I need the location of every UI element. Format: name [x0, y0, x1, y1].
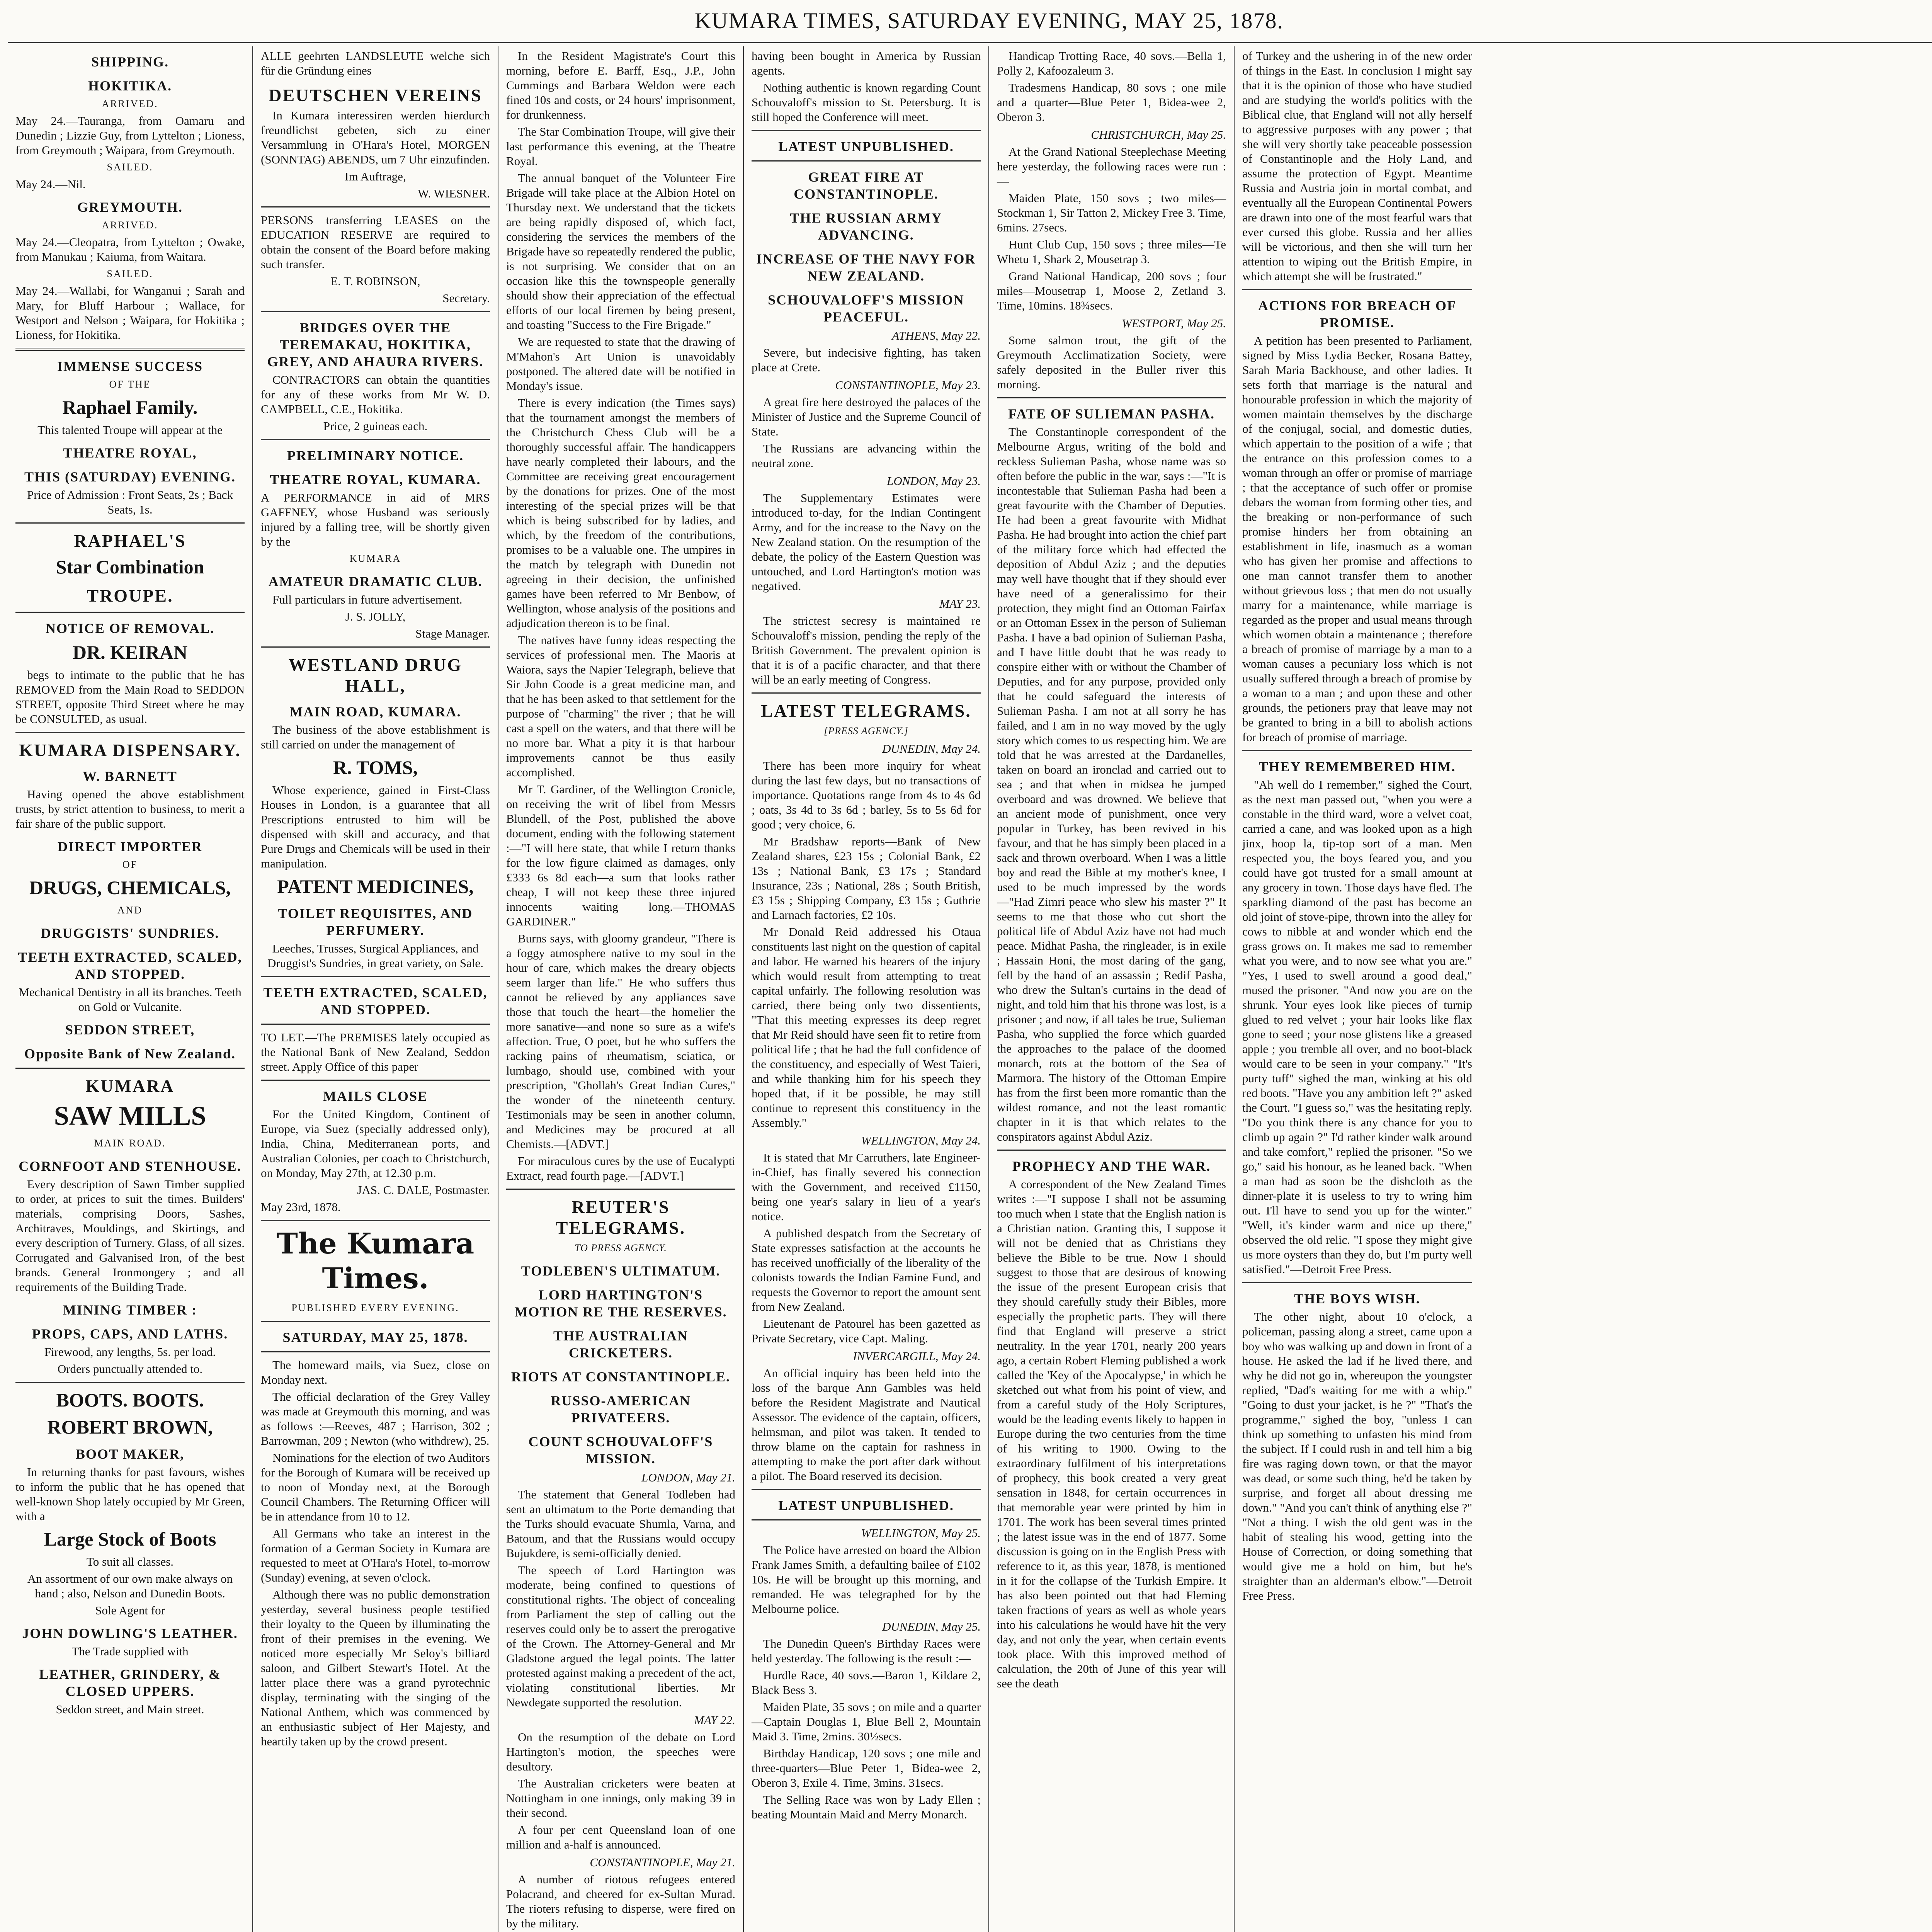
divider [506, 1189, 735, 1190]
wheat-report: There has been more inquiry for wheat during the last few days, but no transactions of importance. Quotations range from 4s to 4s 6d ; oats, 3s 4d to 3s 6d ; barley, 5s to 5s 6d for good ; very choice, 6. [752, 759, 981, 831]
hunt-club-cup: Hunt Club Cup, 150 sovs ; three miles—Te Whetu 1, Shark 2, Mousetrap 3. [997, 238, 1226, 266]
crete-fighting: Severe, but indecisive fighting, has taken place at Crete. [752, 346, 981, 374]
this-evening: THIS (SATURDAY) EVENING. [24, 469, 236, 485]
contractors: CONTRACTORS can obtain the quantities for any of these works from Mr W. D. CAMPBELL, C.E., Hokitika. [261, 373, 490, 416]
dateline: MAY 22. [694, 1713, 735, 1727]
hokitika-heading: HOKITIKA. [88, 78, 172, 94]
teeth-extracted: TEETH EXTRACTED, SCALED, AND STOPPED. [18, 949, 242, 982]
theatre-royal-kumara: THEATRE ROYAL, KUMARA. [270, 472, 481, 487]
column-2 [253, 46, 498, 1932]
press-agency: [PRESS AGENCY.] [824, 725, 908, 736]
nothing-authentic: Nothing authentic is known regarding Count Schouvaloff's mission to St. Petersburg. It is still hoped the Conference will meet. [752, 81, 981, 124]
keiran-text: begs to intimate to the public that he has REMOVED from the Main Road to SEDDON STREET, opposite Third Street where he may be CONSULTED, as usual. [15, 668, 245, 726]
column-6 [1235, 46, 1480, 1932]
hartington-speech: The speech of Lord Hartington was moderate, being confined to questions of constitutional rights. The object of concealing from Parliament the step of calling out the reserves could only be to assert the prerogative of the Crown. The Attorney-General and Mr Gladstone argued the legal points. The latter protested against making a precedent of the act, violating constitutional liberties. Mr Newdegate supported the resolution. [506, 1563, 735, 1709]
police-arrest: The Police have arrested on board the Albion Frank James Smith, a defaulting bailee of £102 10s. He will be brought up this morning, and remanded. He was telegraphed for by the Melbourne police. [752, 1543, 981, 1616]
remembered-text: "Ah well do I remember," sighed the Court, as the next man passed out, "when you were a constable in the third ward, wore a velvet coat, carried a cane, and was looked upon as a high jinx, hoop la, tip-top sort of a man. Men respected you, the boys feared you, and you could have got trusted for a small amount at any grocery in town. Those days have fled. The sparkling diamond of the past has become an old joint of stove-pipe, thrown into the alley for cows to nibble at and wonder which end the grass grows on. It makes me sad to remember what you were, and to now see what you are." "Yes, I used to swell around a good deal," mused the prisoner. "And now you are on the shrunk. Your eyes look like pieces of turnip glued to red velvet ; your hair looks like flax gone to seed ; your nose glistens like a greased apple ; you tremble all over, and no boot-black would care to be seen in your company." "It's purty tuff" sighed the man, winking at his old red boots. "Have you any ambition left ?" asked the Court. "I guess so," was the hesitating reply. "Do you think there is any chance for you to climb up again ?" I'd rather kinder walk around and take comfort," replied the prisoner. "So we go," said his honour, as he leaned back. "When a man had as soon be the dishcloth as the dinner-plate it is useless to try to wring him out. I'll have to send you up for the winter." "Well, it's kinder warm and nice up there," observed the old relic. "I spose they might give us more oysters than they do, but I'm purty well satisfied."—Detroit Free Press. [1242, 778, 1472, 1276]
divider [1242, 289, 1472, 290]
russian-army: THE RUSSIAN ARMY ADVANCING. [790, 210, 942, 243]
patent-medicines: PATENT MEDICINES, [277, 876, 474, 897]
germans: All Germans who take an interest in the formation of a German Society in Kumara are requested to meet at O'Hara's Hotel, to-morrow (Sunday) evening, at seven o'clock. [261, 1527, 490, 1584]
privateers-continued: having been bought in America by Russian agents. [752, 49, 981, 77]
divider [261, 439, 490, 440]
leeches: Leeches, Trusses, Surgical Appliances, and Druggist's Sundries, in great variety, on Sale. [267, 942, 483, 970]
dateline: CONSTANTINOPLE, May 23. [835, 378, 981, 392]
prophecy-text: A correspondent of the New Zealand Times writes :—"I suppose I shall not be assuming too much when I state that the English nation is a Christian nation. Granting this, I suppose it will not be denied that as Christians they believe the Bible to be true. Now I should suggest to those that are desirous of knowing the issue of the present European crisis that they should carefully study their Bibles, more especially the prophetic parts. They will there find that England will preserve a strict neutrality. In the year 1701, nearly 200 years ago, a certain Robert Fleming published a work called the 'Key of the Apocalypse,' in which he sketched out what from his point of view, and from a careful study of the Holy Scriptures, would be the leading events likely to happen in Europe during the two centuries from the time of his writing to 1900. Owing to the extraordinary fulfilment of his interpretations of prophecy, this book created a very great sensation in 1848, for certain occurrences in that memorable year were printed by him in 1701. The work has been several times printed ; the latest issue was in the end of 1877. Some discussion is going on in the English Press with reference to it, as this year, 1878, is mentioned in it for the collapse of the Turkish Empire. It has also been pointed out that had Fleming taken fractions of years as well as whole years into his calculations he would have hit the very day, and not only the year, when certain events took place. With this improved method of calculation, the 20th of June of this year will see the death [997, 1177, 1226, 1690]
firewood: Firewood, any lengths, 5s. per load. [44, 1345, 216, 1359]
verein-intro: ALLE geehrten LANDSLEUTE welche sich für die Gründung eines [261, 49, 490, 77]
main-road: MAIN ROAD. [94, 1138, 166, 1149]
boys-text: The other night, about 10 o'clock, a policeman, passing along a street, came upon a boy who was walking up and down in front of a house. He asked the lad if he lived there, and why he did not go in, whereupon the youngster replied, "Dad's waiting for me with a whip." "Going to dust your jacket, is he ?" "That's the programme," sighed the boy, "unless I can think up something to unfasten his mind from the subject. If I could rush in and tell him a big fire was raging down town, or that the mayor was dead, or some such thing, he'd be taken by surprise, and forget all about dressing me down." "And you can't think of anything else ?" "Not a thing. I wish the old gent was in the habit of stealing his wood, getting into the House of Correction, or doing something that would give me a hold on him, but he's straighter than an alderman's elbow."—Detroit Free Press. [1242, 1310, 1472, 1602]
divider [261, 976, 490, 977]
hokitika-arrivals: May 24.—Tauranga, from Oamaru and Dunedin ; Lizzie Guy, from Lyttelton ; Lioness, from Greymouth ; Waipara, from Greymouth. [15, 114, 245, 157]
column-3 [498, 46, 744, 1932]
greymouth-heading: GREYMOUTH. [77, 199, 183, 215]
star-troupe: The Star Combination Troupe, will give their last performance this evening, at the Theatre Royal. [506, 125, 735, 168]
r-toms: R. TOMS, [333, 757, 418, 778]
published-every-evening: PUBLISHED EVERY EVENING. [291, 1302, 459, 1313]
w-barnett: W. BARNETT [83, 769, 177, 784]
toms-text: Whose experience, gained in First-Class Houses in London, is a guarantee that all Prescriptions entrusted to him will be dispensed with skill and accuracy, and that Pure Drugs and Chemicals will be used in their manipulation. [261, 783, 490, 870]
divider [261, 311, 490, 312]
steeplechase-meeting: At the Grand National Steeplechase Meeting here yesterday, the following races were run :— [997, 145, 1226, 188]
prophecy-continued: of Turkey and the ushering in of the new order of things in the East. In conclusion I might say that it is the opinion of those who have studied and are studying the world's politics with the Biblical clue, that England will not ally herself to aggressive purposes with any power ; that she will very shortly take peaceable possession of Constantinople and the Holy Land, and assume the protection of Egypt. Meantime Russia and Austria join in mortal combat, and eventually all the European Continental Powers are drawn into one of the most fearful wars that ever cursed this globe. Russia and her allies will be victorious, and then she will turn her attention to wiping out the British Empire, in which attempt she will be frustrated." [1242, 49, 1472, 283]
dateline: WELLINGTON, May 24. [861, 1134, 981, 1147]
of-label: OF [122, 859, 138, 870]
carruthers: It is stated that Mr Carruthers, late Engineer-in-Chief, has finally severed his connection with the Government, and received £1150, being one year's salary in lieu of a year's notice. [752, 1151, 981, 1223]
chess-club: There is every indication (the Times says) that the tournament amongst the members of the Christchurch Chess Club will be a thoroughly successful affair. The handicappers have nearly completed their labours, and the Committee are receiving great encouragement by the donations for prizes. One of the most interesting of the special prizes will be that which is being subscribed for by ladies, and which, by the freedom of the contributions, promises to be a valuable one. The umpires in the match by telegraph with Dunedin not agreeing in their decision, the unfinished games have been referred to Mr Benbow, of Wellington, whose analysis of the positions and adjudication thereon is to be final. [506, 396, 735, 630]
masthead-rule [8, 42, 1932, 43]
divider [997, 1150, 1226, 1151]
drugs-chemicals: DRUGS, CHEMICALS, [29, 877, 231, 898]
dateline: WELLINGTON, May 25. [861, 1526, 981, 1540]
cornfoot-text: Every description of Sawn Timber supplied to order, at prices to suit the times. Builders' materials, comprising Doors, Sashes, Architraves, Mouldings, and Skirtings, and every description of Turnery. Glass, of all sizes. Corrugated and Galvanised Iron, of the best brands. General Ironmongery ; and all requirements of the Building Trade. [15, 1177, 245, 1294]
props-caps-laths: PROPS, CAPS, AND LATHS. [32, 1326, 228, 1342]
fire-brigade-banquet: The annual banquet of the Volunteer Fire Brigade will take place at the Albion Hotel on Thursday next. We understand that the tickets are being rapidly disposed of, which fact, considering the services the members of the Brigade have so repeatedly rendered the public, is not surprising. We consider that on an occasion like this the townspeople generally should show their appreciation of the effectual efforts of our local firemen by being present, and toasting "Success to the Fire Brigade." [506, 171, 735, 332]
riotous-refugees: A number of riotous refugees entered Polacrand, and cheered for ex-Sultan Murad. The rioters refusing to disperse, were fired on by the military. [506, 1872, 735, 1930]
sole-agent: Sole Agent for [95, 1604, 165, 1617]
navy-increase: INCREASE OF THE NAVY FOR NEW ZEALAND. [756, 251, 976, 284]
issue-date: SATURDAY, MAY 25, 1878. [282, 1330, 468, 1345]
schouvaloff-mission: COUNT SCHOUVALOFF'S MISSION. [528, 1434, 713, 1466]
verein-text: In Kumara interessiren werden hierdurch freundlichst gebeten, sich zu einer Versammlung in O'Hara's Hotel, MORGEN (SONNTAG) ABENDS, um 7 Uhr einzufinden. [261, 109, 490, 166]
cricketers-beaten: The Australian cricketers were beaten at Nottingham in one innings, only making 39 in their second. [506, 1777, 735, 1820]
full-particulars: Full particulars in future advertisement. [272, 593, 463, 606]
large-stock: Large Stock of Boots [44, 1528, 216, 1550]
raphaels: RAPHAEL'S [74, 531, 186, 551]
direct-importer: DIRECT IMPORTER [57, 839, 203, 854]
despatch: A published despatch from the Secretary of State expresses satisfaction at the accounts he has received unofficially of the liberality of the colonists towards the Indian Famine Fund, and requests the Governor to report the amount sent from New Zealand. [752, 1226, 981, 1313]
dateline: WESTPORT, May 25. [1122, 316, 1226, 330]
dale-postmaster: JAS. C. DALE, Postmaster. [357, 1183, 490, 1197]
nominations: Nominations for the election of two Auditors for the Borough of Kumara will be received up to noon of Monday next, at the Borough Council Chambers. The Returning Officer will be in attendance from 10 to 12. [261, 1451, 490, 1523]
selling-race: The Selling Race was won by Lady Ellen ; beating Mountain Maid and Merry Monarch. [752, 1793, 981, 1821]
australian-cricketers: THE AUSTRALIAN CRICKETERS. [553, 1328, 689, 1361]
admission-price: Price of Admission : Front Seats, 2s ; Back Seats, 1s. [27, 488, 233, 516]
leather-grindery: LEATHER, GRINDERY, & CLOSED UPPERS. [39, 1667, 221, 1699]
divider [261, 1024, 490, 1025]
dateline: LONDON, May 23. [887, 474, 981, 488]
immense-success: IMMENSE SUCCESS [57, 359, 203, 374]
jolly: J. S. JOLLY, [345, 610, 406, 623]
divider [261, 206, 490, 207]
art-union: We are requested to state that the drawing of M'Mahon's Art Union is unavoidably postponed. The altered date will be notified in Monday's issue. [506, 335, 735, 393]
press-agency: TO PRESS AGENCY. [575, 1242, 667, 1253]
riots: RIOTS AT CONSTANTINOPLE. [511, 1369, 731, 1384]
divider [261, 1220, 490, 1221]
supplementary-estimates: The Supplementary Estimates were introduced to-day, for the Indian Contingent Army, and for the increase to the Navy on the New Zealand station. On the resumption of the debate, the policy of the Eastern Question was untouched, and Lord Hartington's motion was negatived. [752, 491, 981, 593]
mining-timber: MINING TIMBER : [63, 1302, 197, 1318]
mechanical-dentistry: Mechanical Dentistry in all its branches. Teeth on Gold or Vulcanite. [19, 985, 242, 1014]
hokitika-sailings: May 24.—Nil. [15, 177, 86, 191]
boys-wish: THE BOYS WISH. [1294, 1291, 1420, 1306]
todleben: TODLEBEN'S ULTIMATUM. [521, 1263, 721, 1279]
rm-court: In the Resident Magistrate's Court this morning, before E. Barff, Esq., J.P., John Cummings and Barbara Weldon were each fined 10s and costs, or 24 hours' imprisonment, for drunkenness. [506, 49, 735, 121]
seddon-street: SEDDON STREET, [65, 1022, 195, 1037]
assortment: An assortment of our own make always on hand ; also, Nelson and Dunedin Boots. [27, 1572, 233, 1600]
dateline: ATHENS, May 22. [892, 329, 981, 342]
secretary: Secretary. [442, 291, 490, 305]
divider [261, 1321, 490, 1322]
amateur-dramatic: AMATEUR DRAMATIC CLUB. [268, 574, 483, 589]
may-23rd: May 23rd, 1878. [261, 1200, 341, 1214]
trotting-race: Handicap Trotting Race, 40 sovs.—Bella 1, Polly 2, Kafoozaleum 3. [997, 49, 1226, 77]
divider [15, 348, 245, 351]
persons-notice: PERSONS transferring LEASES on the EDUCATION RESERVE are required to obtain the consent of the Board before making such transfer. [261, 213, 490, 271]
raphael-text: This talented Troupe will appear at the [37, 423, 223, 437]
kumara: KUMARA [85, 1076, 175, 1096]
westland-drug-hall: WESTLAND DRUG HALL, [288, 655, 463, 696]
official-declaration: The official declaration of the Grey Valley was made at Greymouth this morning, and was as follows :—Reeves, 487 ; Harrison, 302 ; Barrowman, 209 ; Newton (who withdrew), 25. [261, 1390, 490, 1447]
column-4 [744, 46, 989, 1932]
price: Price, 2 guineas each. [323, 419, 428, 433]
great-fire: GREAT FIRE AT CONSTANTINOPLE. [794, 169, 939, 202]
dateline: MAY 23. [939, 597, 981, 611]
prophecy-war: PROPHECY AND THE WAR. [1012, 1158, 1211, 1174]
tradesmens-handicap: Tradesmens Handicap, 80 sovs ; one mile and a quarter—Blue Peter 1, Bidea-wee 2, Oberon 3. [997, 81, 1226, 124]
fate-of-sulieman: FATE OF SULIEMAN PASHA. [1008, 406, 1215, 422]
greymouth-arrivals: May 24.—Cleopatra, from Lyttelton ; Owake, from Manukau ; Kaiuma, from Waitara. [15, 235, 245, 264]
columns [8, 46, 1932, 1932]
dateline: CONSTANTINOPLE, May 21. [590, 1855, 735, 1869]
secresy: The strictest secresy is maintained re Schouvaloff's mission, pending the reply of the British Government. The prevalent opinion is that it is of a pacific character, and that there will be an early meeting of Congress. [752, 614, 981, 686]
and-label: AND [117, 905, 143, 916]
fate-text: The Constantinople correspondent of the Melbourne Argus, writing of the bold and reckless Sulieman Pasha, whose name was so often before the public in the war, says :—"It is incontestable that Sulieman Pasha had been a great favourite with the Chamber of Deputies. He had been a great favourite with Midhat Pasha. He had brought into action the chief part of the military force which had effected the deposition of Abdul Aziz ; and the deputies may well have thought that if they should ever have need of a generalissimo for their protection, they might find an Ottoman Fairfax or an Ottoman Essex in the person of Sulieman Pasha. I have a bad opinion of Sulieman Pasha, and I have little doubt that he was ready to conspire either with or without the Chamber of Deputies, and for any purpose, provided only that he could safeguard the interests of Sulieman Pasha. I am not at all sorry he has failed, and I am in no way moved by the ugly story which comes to us respecting him. We are told that he was arrested at the Dardanelles, taken on board an ironclad and carried out to sea ; and that when in midsea he jumped overboard and was drowned. We believe that an ancient mode of punishment, once very popular in Turkey, has been revived in his favour, and that he has simply been placed in a sack and thrown overboard. When I was a little boy and read the Bible at my mother's knee, I used to be much impressed by the words—"Had Zimri peace who slew his master ?" It seems to me that those who cut short the political life of Abdul Aziz have not had much peace. Midhat Pasha, the ringleader, is in exile ; Hassain Honi, the most daring of the gang, fell by the hand of an assassin ; Redif Pasha, who drew the Sultan's curtains in the dead of night, and told him that his throne was lost, is a prisoner ; and now, if all tales be true, Sulieman Pasha, who supplied the force which guarded the approaches to the palace of the doomed monarch, rots at the bottom of the Sea of Marmora. The history of the Ottoman Empire has from the first been more romantic than the wildest romance, and not the least romantic chapter in it is that which relates to the conspirators against Abdul Aziz. [997, 425, 1226, 1143]
official-inquiry: An official inquiry has been held into the loss of the barque Ann Gambles was held before the Resident Magistrate and Nautical Assessor. The evidence of the captain, officers, helmsman, and pilot was taken. It tended to throw blame on the captain for rashness in attempting to make the port after dark without a pilot. The Board reserved its decision. [752, 1366, 981, 1483]
eucalypti: For miraculous cures by the use of Eucalypti Extract, read fourth page.—[ADVT.] [506, 1154, 735, 1182]
kumara-label: KUMARA [349, 553, 401, 564]
divider [15, 612, 245, 613]
maiden-plate: Maiden Plate, 35 sovs ; on mile and a quarter—Captain Douglas 1, Blue Bell 2, Mountain Maid 3. Time, 2mins. 30½secs. [752, 1700, 981, 1743]
westland-text: The business of the above establishment is still carried on under the management of [261, 723, 490, 751]
divider [261, 646, 490, 648]
maiden-plate-cc: Maiden Plate, 150 sovs ; two miles—Stockman 1, Sir Tatton 2, Mickey Free 3. Time, 6mins. 27secs. [997, 191, 1226, 234]
divider [15, 732, 245, 733]
natives: The natives have funny ideas respecting the services of professional men. The Maoris at Waiora, says the Napier Telegraph, believe that Sir John Coode is a great medicine man, and that he has been asked to that settlement for the purpose of "charming" the river ; that he will cast a spell on the waters, and that there will be no more bar. What a pity it is that harbour improvements cannot be thus easily accomplished. [506, 633, 735, 779]
stage-manager: Stage Manager. [415, 627, 490, 640]
gardiner: Mr T. Gardiner, of the Wellington Cronicle, on receiving the writ of libel from Messrs Blundell, of the Post, published the above document, ending with the following statement :—"I will here state, that while I return thanks for the low figure claimed as damages, only £333 6s 8d each—a sum that looks rather cheap, I will not keep these three injured innocents waiting long.—THOMAS GARDINER." [506, 782, 735, 928]
breach-text: A petition has been presented to Parliament, signed by Miss Lydia Becker, Rosana Battey, Sarah Maria Backhouse, and other ladies. It sets forth that marriage is the natural and honourable profession in which the majority of women maintain themselves by the discharge of the conjugal, social, and domestic duties, which appertain to the position of a wife ; that the entrance on this profession comes to a woman through an offer or promise of marriage ; that the acceptance of such offer or promise debars the woman from forming other ties, and the breaking or non-performance of such promise hinders her from obtaining an establishment in life, inasmuch as a woman who has given her promise and affections to one man cannot transfer them to another without grievous loss ; that men do not usually marry for a maintenance, while marriage is regarded as the proper and usual means through which women obtain a maintenance ; therefore a breach of promise of marriage by a man to a woman causes a pecuniary loss which is not usually suffered through a breach of promise by a woman to a man ; and upon these and other grounds, the petioners pray that leave may not be granted to bring in a bill to abolish actions for breach of promise of marriage. [1242, 334, 1472, 744]
suit-classes: To suit all classes. [86, 1555, 174, 1568]
divider [752, 692, 981, 694]
performance: A PERFORMANCE in aid of MRS GAFFNEY, whose Husband was seriously injured by a falling tree, will be shortly given by the [261, 491, 490, 548]
shipping-heading: SHIPPING. [91, 54, 169, 70]
wiesner: W. WIESNER. [418, 187, 490, 200]
sailed-label: SAILED. [107, 162, 153, 173]
dateline: LONDON, May 21. [641, 1471, 735, 1484]
privateers: RUSSO-AMERICAN PRIVATEERS. [551, 1393, 691, 1425]
patourel: Lieutenant de Patourel has been gazetted as Private Secretary, vice Capt. Maling. [752, 1317, 981, 1345]
burns: Burns says, with gloomy grandeur, "There is a foggy atmosphere native to my soul in the hour of care, which makes the dreary objects seem larger than life." He who suffers thus cannot be relieved by any appliances save those that touch the heart—the homelier the more sanative—and none so sure as a wife's affection. True, O poet, but he who suffers the racking pains of rheumatism, sciatica, or lumbago, should use, combined with your prescription, "Ghollah's Great Indian Cures," the wonder of the nineteenth century. Testimonials may be seen in another column, and Medicines may be procured at all Chemists.—[ADVT.] [506, 932, 735, 1151]
westland-road: MAIN ROAD, KUMARA. [289, 704, 461, 719]
debate-resumption: On the resumption of the debate on Lord Hartington's motion, the speeches were desultory. [506, 1730, 735, 1773]
star-combination: Star Combination [56, 556, 204, 578]
dateline: INVERCARGILL, May 24. [853, 1349, 981, 1363]
sailed-label: SAILED. [107, 268, 153, 279]
homeward-mails: The homeward mails, via Suez, close on Monday next. [261, 1358, 490, 1386]
boots-boots: BOOTS. BOOTS. [56, 1389, 204, 1411]
dateline: CHRISTCHURCH, May 25. [1091, 128, 1226, 141]
divider [15, 1382, 245, 1383]
troupe: TROUPE. [87, 586, 173, 605]
toilet-requisites: TOILET REQUISITES, AND PERFUMERY. [278, 906, 473, 938]
deutschen-vereins: DEUTSCHEN VEREINS [269, 85, 482, 105]
latest-unpublished: LATEST UNPUBLISHED. [778, 139, 954, 154]
to-let: TO LET.—The PREMISES lately occupied as the National Bank of New Zealand, Seddon street. Apply Office of this paper [261, 1031, 490, 1073]
divider [752, 160, 981, 162]
saw-mills: SAW MILLS [54, 1101, 206, 1131]
masthead: KUMARA TIMES, SATURDAY EVENING, MAY 25, 1878. [694, 8, 1284, 33]
remembered-him: THEY REMEMBERED HIM. [1259, 759, 1456, 774]
bradshaw-report: Mr Bradshaw reports—Bank of New Zealand shares, £23 15s ; Colonial Bank, £2 13s ; National Bank, £3 17s ; Standard Insurance, 23s ; National, 28s ; South British, £3 15s ; Shipping Company, £3 15s ; Guthrie and Larnach factories, £2 10s. [752, 835, 981, 922]
breach-of-promise: ACTIONS FOR BREACH OF PROMISE. [1258, 298, 1457, 330]
of-the: OF THE [109, 379, 151, 390]
kumara-dispensary: KUMARA DISPENSARY. [19, 740, 241, 760]
mission-peaceful: SCHOUVALOFF'S MISSION PEACEFUL. [768, 292, 964, 325]
grand-national: Grand National Handicap, 200 sovs ; four miles—Mousetrap 1, Moose 2, Zetland 3. Time, 10mins. 18¾secs. [997, 269, 1226, 312]
divider [997, 397, 1226, 398]
opposite-bank: Opposite Bank of New Zealand. [24, 1046, 236, 1061]
latest-telegrams: LATEST TELEGRAMS. [761, 701, 971, 721]
im-auftrage: Im Auftrage, [345, 170, 406, 183]
ultimatum-statement: The statement that General Todleben had sent an ultimatum to the Porte demanding that the Turks should evacuate Shumla, Varna, and Batoum, and that the Russians would occupy Bujukdere, is semi-officially denied. [506, 1488, 735, 1560]
arrived-label: ARRIVED. [102, 98, 158, 109]
preliminary-notice: PRELIMINARY NOTICE. [287, 448, 464, 463]
greymouth-sailings: May 24.—Wallabi, for Wanganui ; Sarah and Mary, for Bluff Harbour ; Wallace, for Westport and Nelson ; Waipara, for Hokitika ; Lioness, for Hokitika. [15, 284, 245, 342]
robert-brown: ROBERT BROWN, [47, 1416, 213, 1438]
divider [752, 130, 981, 131]
salmon-trout: Some salmon trout, the gift of the Greymouth Acclimatization Society, were safely deposited in the Buller river this morning. [997, 333, 1226, 391]
divider [1242, 750, 1472, 751]
boot-maker: BOOT MAKER, [75, 1446, 185, 1462]
birthday-handicap: Birthday Handicap, 120 sovs ; one mile and three-quarters—Blue Peter 1, Bidea-wee 2, Oberon 3, Exile 4. Time, 3mins. 31secs. [752, 1747, 981, 1789]
divider [15, 522, 245, 524]
dateline: DUNEDIN, May 25. [882, 1620, 981, 1633]
arrived-label: ARRIVED. [102, 219, 158, 231]
mails-close: MAILS CLOSE [323, 1088, 428, 1104]
hartington-motion: LORD HARTINGTON'S MOTION RE THE RESERVES. [514, 1287, 727, 1320]
russians-advancing: The Russians are advancing within the neutral zone. [752, 442, 981, 470]
dateline: DUNEDIN, May 24. [882, 742, 981, 755]
dowling-leather: JOHN DOWLING'S LEATHER. [22, 1626, 238, 1641]
divider [1242, 1282, 1472, 1283]
trade-supplied: The Trade supplied with [71, 1645, 189, 1658]
cornfoot-stenhouse: CORNFOOT AND STENHOUSE. [19, 1158, 242, 1174]
robinson: E. T. ROBINSON, [330, 274, 420, 288]
fire-palaces: A great fire here destroyed the palaces of the Minister of Justice and the Supreme Council of State. [752, 395, 981, 438]
seddon-main-street: Seddon street, and Main street. [56, 1702, 204, 1716]
notice-of-removal: NOTICE OF REMOVAL. [45, 621, 215, 636]
bridges: BRIDGES OVER THE TEREMAKAU, HOKITIKA, GREY, AND AHAURA RIVERS. [267, 320, 484, 369]
teeth-extracted-2: TEETH EXTRACTED, SCALED, AND STOPPED. [263, 985, 488, 1017]
hurdle-race: Hurdle Race, 40 sovs.—Baron 1, Kildare 2, Black Bess 3. [752, 1668, 981, 1697]
loyalty-demonstration: Although there was no public demonstration yesterday, several business people testified their loyalty to the Queen by illuminating the front of their premises in the evening. We noticed more especially Mr Seloy's billiard saloon, and Gilbert Stewart's Hotel. At the latter place there was a grand pyrotechnic display, terminating with the singing of the National Anthem, which was commenced by an enthusiastic subject of Her Majesty, and heartily taken up by the crowd present. [261, 1588, 490, 1748]
kumara-times-title: The Kumara Times. [276, 1227, 474, 1295]
birthday-races: The Dunedin Queen's Birthday Races were held yesterday. The following is the result :— [752, 1637, 981, 1665]
divider [752, 1519, 981, 1520]
donald-reid: Mr Donald Reid addressed his Otaua constituents last night on the question of capital and labor. He warned his hearers of the injury which would result from attempting to treat capital unfairly. The following resolution was carried, there being only two dissentients, "That this meeting expresses its deep regret that Mr Reid should have seen fit to retire from political life ; that he had the full confidence of the constituency, and especially of West Taieri, and while thanking him for his speech they hoped that, if it be possible, he may still continue to represent this constituency in the Assembly." [752, 925, 981, 1129]
raphael-family: Raphael Family. [62, 396, 198, 418]
barnett-text: Having opened the above establishment trusts, by strict attention to business, to merit a fair share of the public support. [15, 787, 245, 830]
druggists-sundries: DRUGGISTS' SUNDRIES. [41, 925, 219, 941]
dr-keiran: DR. KEIRAN [72, 641, 188, 663]
divider [261, 1080, 490, 1081]
latest-unpublished-2: LATEST UNPUBLISHED. [778, 1498, 954, 1513]
orders: Orders punctually attended to. [57, 1362, 203, 1376]
column-1 [8, 46, 253, 1932]
divider [261, 1351, 490, 1352]
brown-text: In returning thanks for past favours, wishes to inform the public that he has opened that well-known Shop lately occupied by Mr Green, with a [15, 1465, 245, 1523]
mails-text: For the United Kingdom, Continent of Europe, via Suez (specially addressed only), India, China, Mediterranean ports, and Australian Colonies, per coach to Christchurch, on Monday, May 27th, at 12.30 p.m. [261, 1107, 490, 1180]
theatre-royal: THEATRE ROYAL, [63, 445, 197, 461]
divider [15, 1068, 245, 1069]
column-5 [989, 46, 1235, 1932]
reuters-telegrams: REUTER'S TELEGRAMS. [556, 1197, 686, 1238]
queensland-loan: A four per cent Queensland loan of one million and a-half is announced. [506, 1823, 735, 1851]
divider [752, 1489, 981, 1490]
